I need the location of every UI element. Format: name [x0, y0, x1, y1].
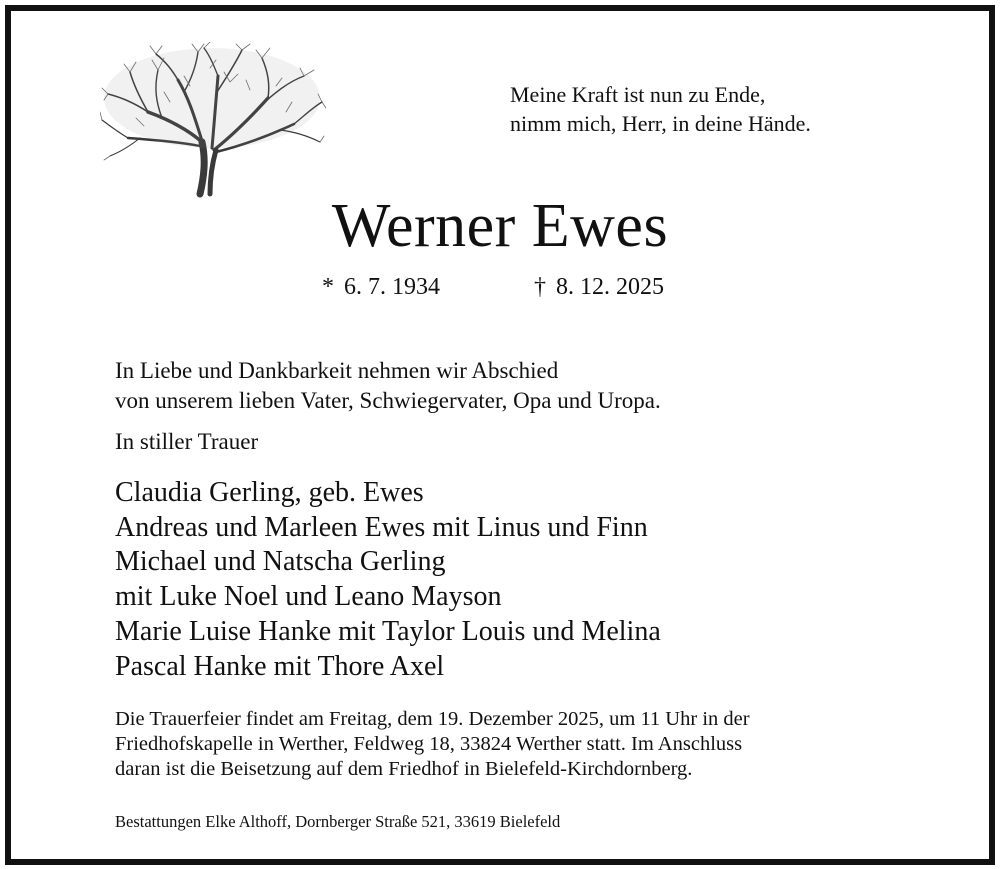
family-member: Pascal Hanke mit Thore Axel	[115, 650, 445, 682]
farewell-text	[115, 356, 661, 416]
farewell-line: In Liebe und Dankbarkeit nehmen wir Abschied	[115, 358, 559, 383]
verse-line: nimm mich, Herr, in deine Hände.	[510, 111, 811, 136]
birth-date-value: 6. 7. 1934	[344, 274, 440, 300]
service-line: Friedhofskapelle in Werther, Feldweg 18, 33824 Werther statt. Im Anschluss	[115, 733, 743, 755]
death-date-value: 8. 12. 2025	[556, 274, 664, 300]
birth-date	[322, 272, 440, 302]
family-member: Andreas und Marleen Ewes mit Linus und Finn	[115, 511, 648, 543]
verse-line: Meine Kraft ist nun zu Ende,	[510, 82, 766, 107]
death-cross-icon: †	[534, 274, 546, 300]
verse-quote	[510, 80, 811, 138]
service-line: daran ist die Beisetzung auf dem Friedhof in Bielefeld-Kirchdornberg.	[115, 758, 693, 780]
family-member: Marie Luise Hanke mit Taylor Louis und Melina	[115, 615, 661, 647]
death-date	[534, 272, 664, 302]
funeral-service-info	[115, 707, 750, 782]
deceased-name: Werner Ewes	[331, 192, 669, 260]
farewell-line: von unserem lieben Vater, Schwiegervater, Opa und Uropa.	[115, 388, 661, 413]
service-line: Die Trauerfeier findet am Freitag, dem 19. Dezember 2025, um 11 Uhr in der	[115, 708, 750, 730]
family-list	[115, 476, 661, 684]
undertaker-address: Bestattungen Elke Althoff, Dornberger Straße 521, 33619 Bielefeld	[115, 812, 561, 831]
family-member: Michael und Natscha Gerling	[115, 546, 446, 578]
birth-star-icon: *	[322, 274, 334, 300]
mourning-line: In stiller Trauer	[115, 429, 259, 454]
tree-icon	[100, 42, 326, 198]
family-member: mit Luke Noel und Leano Mayson	[115, 581, 502, 613]
family-member: Claudia Gerling, geb. Ewes	[115, 477, 424, 508]
